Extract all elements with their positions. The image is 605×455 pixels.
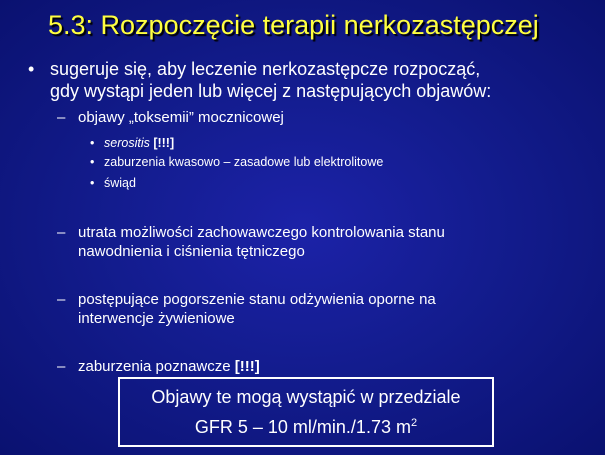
main-point (28, 58, 590, 102)
sub-point-uremic-toxemia (57, 108, 578, 127)
sub-point-text: objawy „toksemii” mocznicowej (78, 109, 284, 126)
sub-point-line-2: interwencje żywieniowe (78, 310, 235, 327)
sub-point-dash: – (57, 109, 66, 126)
sub-item-serositis (90, 135, 175, 151)
sub-item-text: świąd (104, 176, 136, 190)
sub-point-emphasis: [!!!] (230, 358, 260, 375)
sub-item-text: zaburzenia kwasowo – zasadowe lub elektrolitowe (104, 155, 384, 169)
sub-item-italic-text: serositis (104, 136, 150, 150)
sub-item-dot: • (90, 176, 95, 190)
sub-point-nutrition (57, 290, 578, 328)
sub-point-line-1: utrata możliwości zachowawczego kontrolowania stanu (78, 224, 445, 241)
sub-point-line-2: nawodnienia i ciśnienia tętniczego (78, 243, 305, 260)
callout-line-2 (120, 415, 492, 439)
sub-point-dash: – (57, 358, 66, 375)
callout-gfr-text: GFR 5 – 10 ml/min./1.73 m (194, 417, 411, 437)
callout-line-1: Objawy te mogą wystąpić w przedziale (151, 387, 461, 407)
callout-exponent: 2 (410, 417, 418, 429)
main-point-bullet: • (28, 59, 35, 79)
sub-point-volume-control (57, 223, 578, 261)
sub-item-dot: • (90, 136, 95, 150)
main-point-line-2: gdy wystąpi jeden lub więcej z następujących objawów: (50, 81, 492, 101)
slide-title: 5.3: Rozpoczęcie terapii nerkozastępczej (48, 10, 539, 40)
sub-point-dash: – (57, 224, 66, 241)
sub-point-text: zaburzenia poznawcze (78, 358, 231, 375)
main-point-line-1: sugeruje się, aby leczenie nerkozastępcze rozpocząć, (50, 59, 481, 79)
sub-item-pruritus (90, 175, 136, 191)
gfr-callout-box (118, 377, 494, 447)
sub-point-line-1: postępujące pogorszenie stanu odżywienia oporne na (78, 291, 436, 308)
sub-item-acid-base (90, 154, 384, 170)
sub-item-emphasis: [!!!] (149, 136, 175, 150)
sub-point-dash: – (57, 291, 66, 308)
sub-point-cognitive (57, 357, 578, 376)
sub-item-dot: • (90, 155, 95, 169)
